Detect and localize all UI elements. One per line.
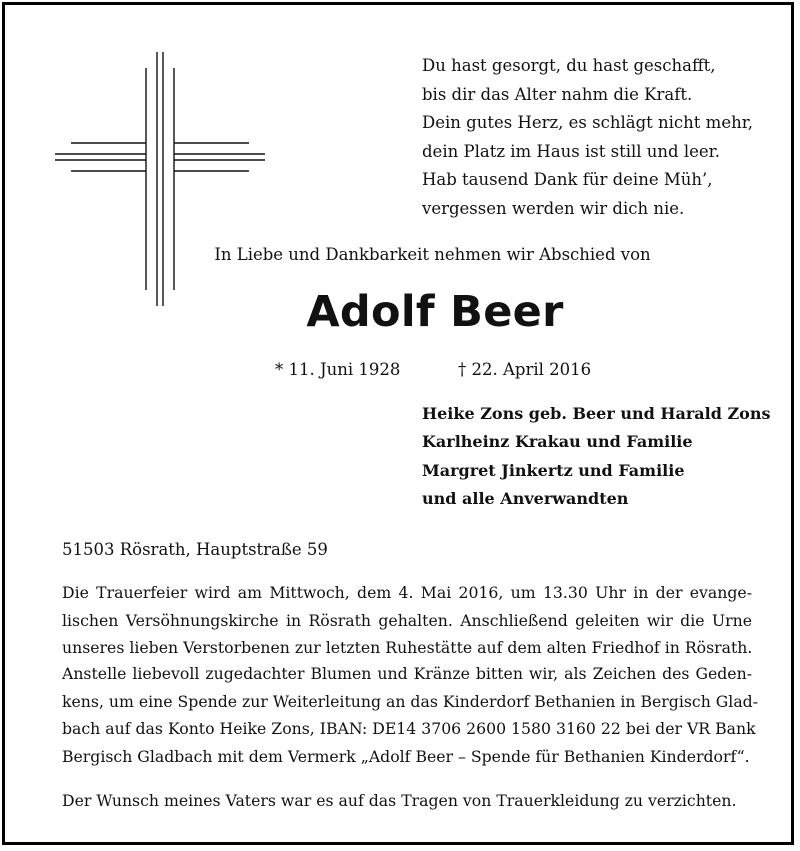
cross-icon xyxy=(53,50,267,308)
paragraph-line: kens, um eine Spende zur Weiterleitung an das Kinderdorf Bethanien in Bergisch Glad- xyxy=(62,691,759,711)
address: 51503 Rösrath, Hauptstraße 59 xyxy=(62,540,328,559)
farewell-intro: In Liebe und Dankbarkeit nehmen wir Abschied von xyxy=(214,245,651,264)
paragraph-line: lischen Versöhnungskirche in Rösrath gehalten. Anschließend geleiten wir die Urne xyxy=(62,610,752,630)
deceased-name: Adolf Beer xyxy=(306,287,564,337)
paragraph-line: bach auf das Konto Heike Zons, IBAN: DE14 3706 2600 1580 3160 22 bei der VR Bank xyxy=(62,719,756,738)
mourner: und alle Anverwandten xyxy=(422,489,629,509)
poem xyxy=(422,52,762,224)
poem-line: Du hast gesorgt, du hast geschafft, xyxy=(422,56,716,75)
obituary-frame xyxy=(2,2,794,845)
poem-line: Hab tausend Dank für deine Müh’, xyxy=(422,170,713,190)
death-date: † 22. April 2016 xyxy=(458,360,592,379)
paragraph-line: Bergisch Gladbach mit dem Vermerk „Adolf Beer – Spende für Bethanien Kinderdorf“. xyxy=(62,746,750,766)
poem-line: bis dir das Alter nahm die Kraft. xyxy=(422,84,693,104)
mourner: Karlheinz Krakau und Familie xyxy=(422,432,693,452)
birth-date: * 11. Juni 1928 xyxy=(275,360,401,379)
paragraph-line: Die Trauerfeier wird am Mittwoch, dem 4. Mai 2016, um 13.30 Uhr in der evange- xyxy=(62,583,752,602)
donation-paragraph xyxy=(62,660,759,770)
mourners-list xyxy=(422,400,770,514)
poem-line: vergessen werden wir dich nie. xyxy=(422,198,685,218)
funeral-paragraph xyxy=(62,579,752,662)
clothing-note: Der Wunsch meines Vaters war es auf das Tragen von Trauerkleidung zu verzichten. xyxy=(62,791,737,810)
mourner: Heike Zons geb. Beer und Harald Zons xyxy=(422,404,771,423)
poem-line: Dein gutes Herz, es schlägt nicht mehr, xyxy=(422,113,754,133)
mourner: Margret Jinkertz und Familie xyxy=(422,460,685,480)
paragraph-line: Anstelle liebevoll zugedachter Blumen und Kränze bitten wir, als Zeichen des Geden- xyxy=(62,664,752,683)
paragraph-line: unseres lieben Verstorbenen zur letzten Ruhestätte auf dem alten Friedhof in Rösrath. xyxy=(62,638,753,657)
poem-line: dein Platz im Haus ist still und leer. xyxy=(422,141,720,161)
